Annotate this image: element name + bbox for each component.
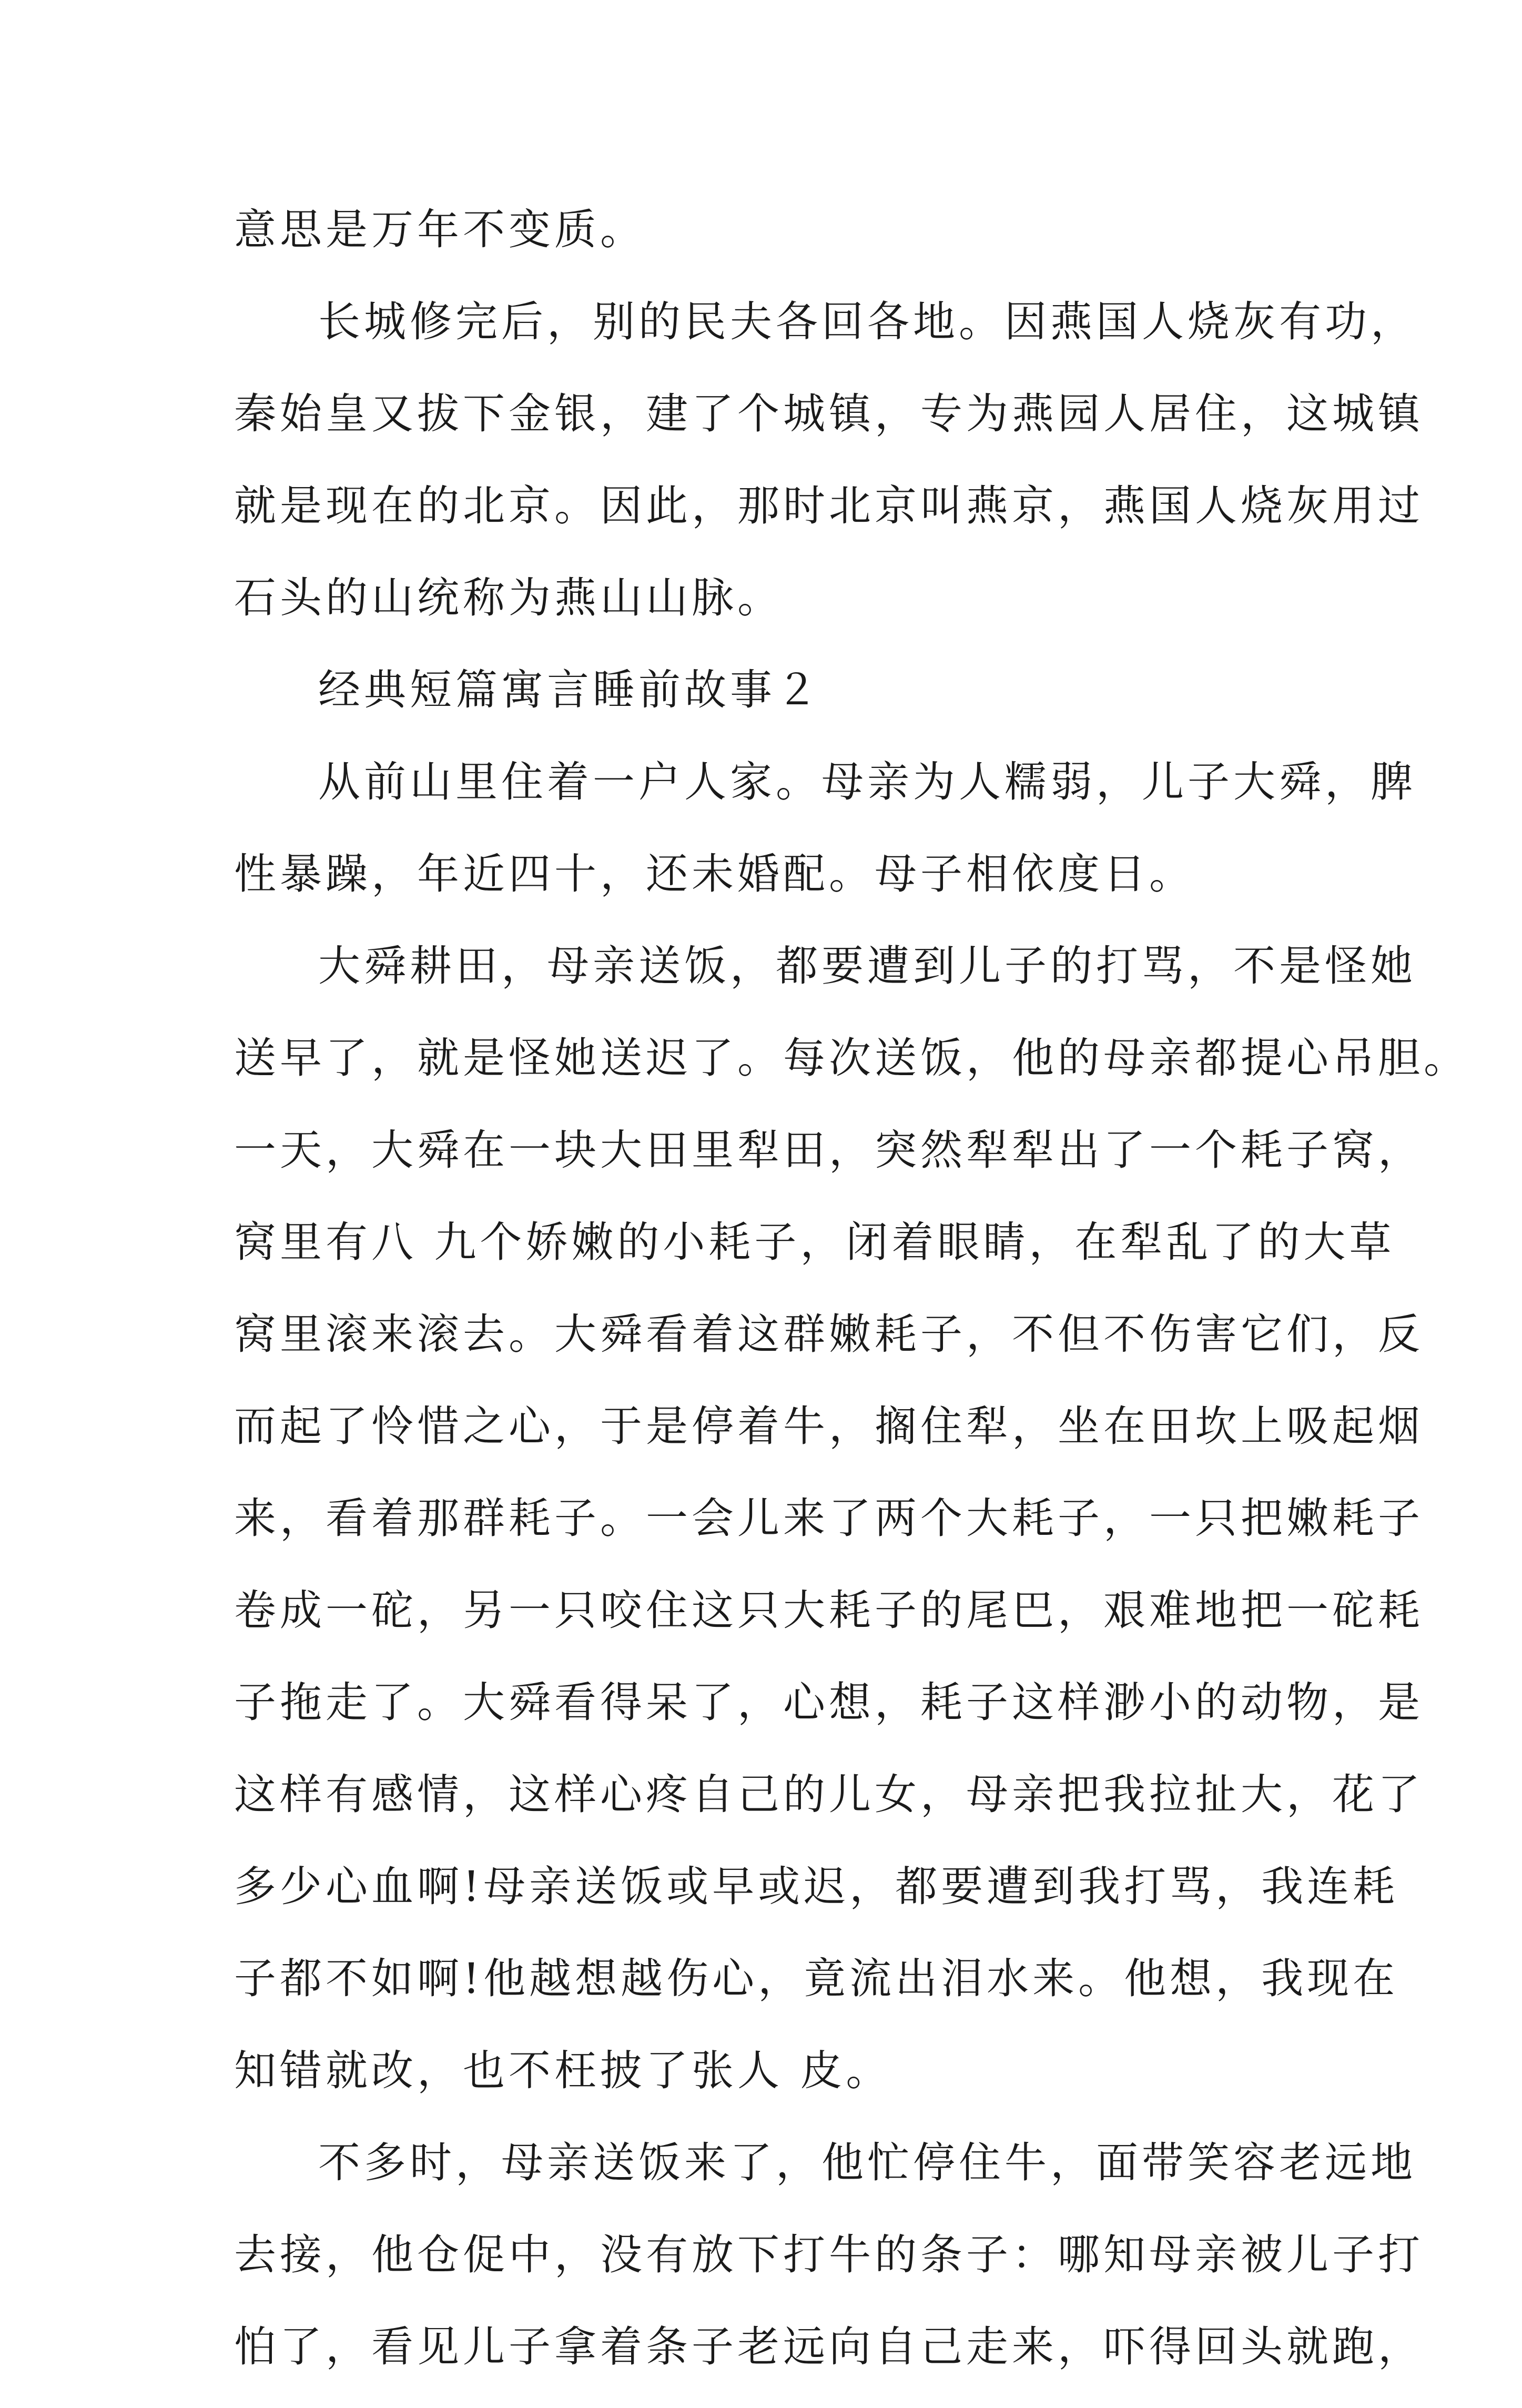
text-line: 意思是万年不变质。 [234, 205, 646, 254]
text-line: 多少心血啊!母亲送饭或早或迟，都要遭到我打骂，我连耗 [234, 1862, 1399, 1911]
text-line: 去接，他仓促中，没有放下打牛的条子：哪知母亲被儿子打 [234, 2230, 1424, 2279]
text-line: 石头的山统称为燕山山脉。 [234, 573, 783, 622]
text-line: 一天，大舜在一块大田里犁田，突然犁犁出了一个耗子窝， [234, 1126, 1424, 1175]
text-line: 来，看着那群耗子。一会儿来了两个大耗子，一只把嫩耗子 [234, 1494, 1424, 1543]
text-line: 知错就改，也不枉披了张人 皮。 [234, 2046, 892, 2095]
text-line: 性暴躁，年近四十，还未婚配。母子相依度日。 [234, 849, 1195, 898]
text-line: 这样有感情，这样心疼自己的儿女，母亲把我拉扯大，花了 [234, 1770, 1424, 1819]
text-line: 怕了，看见儿子拿着条子老远向自己走来，吓得回头就跑， [234, 2322, 1424, 2371]
text-line: 卷成一砣，另一只咬住这只大耗子的尾巴，艰难地把一砣耗 [234, 1586, 1424, 1635]
text-line: 窝里滚来滚去。大舜看着这群嫩耗子，不但不伤害它们，反 [234, 1310, 1424, 1359]
text-line: 从前山里住着一户人家。母亲为人糯弱，儿子大舜，脾 [318, 757, 1416, 806]
text-line: 子都不如啊!他越想越伤心，竟流出泪水来。他想，我现在 [234, 1954, 1399, 2003]
document-body [234, 199, 1469, 2408]
text-line: 大舜耕田，母亲送饭，都要遭到儿子的打骂，不是怪她 [318, 942, 1416, 990]
text-line: 秦始皇又拔下金银，建了个城镇，专为燕园人居住，这城镇 [234, 389, 1424, 438]
text-line: 不多时，母亲送饭来了，他忙停住牛，面带笑容老远地 [318, 2138, 1416, 2187]
text-line: 长城修完后，别的民夫各回各地。因燕国人烧灰有功， [318, 297, 1416, 346]
text-line: 送早了，就是怪她送迟了。每次送饭，他的母亲都提心吊胆。 [234, 1034, 1469, 1082]
section-heading: 经典短篇寓言睡前故事２ [318, 665, 821, 714]
text-line: 而起了怜惜之心，于是停着牛，搁住犁，坐在田坎上吸起烟 [234, 1402, 1424, 1451]
text-line: 就是现在的北京。因此，那时北京叫燕京，燕国人烧灰用过 [234, 481, 1424, 530]
text-line: 子拖走了。大舜看得呆了，心想，耗子这样渺小的动物，是 [234, 1678, 1424, 1727]
text-line: 窝里有八 九个娇嫩的小耗子，闭着眼睛，在犁乱了的大草 [234, 1218, 1395, 1267]
